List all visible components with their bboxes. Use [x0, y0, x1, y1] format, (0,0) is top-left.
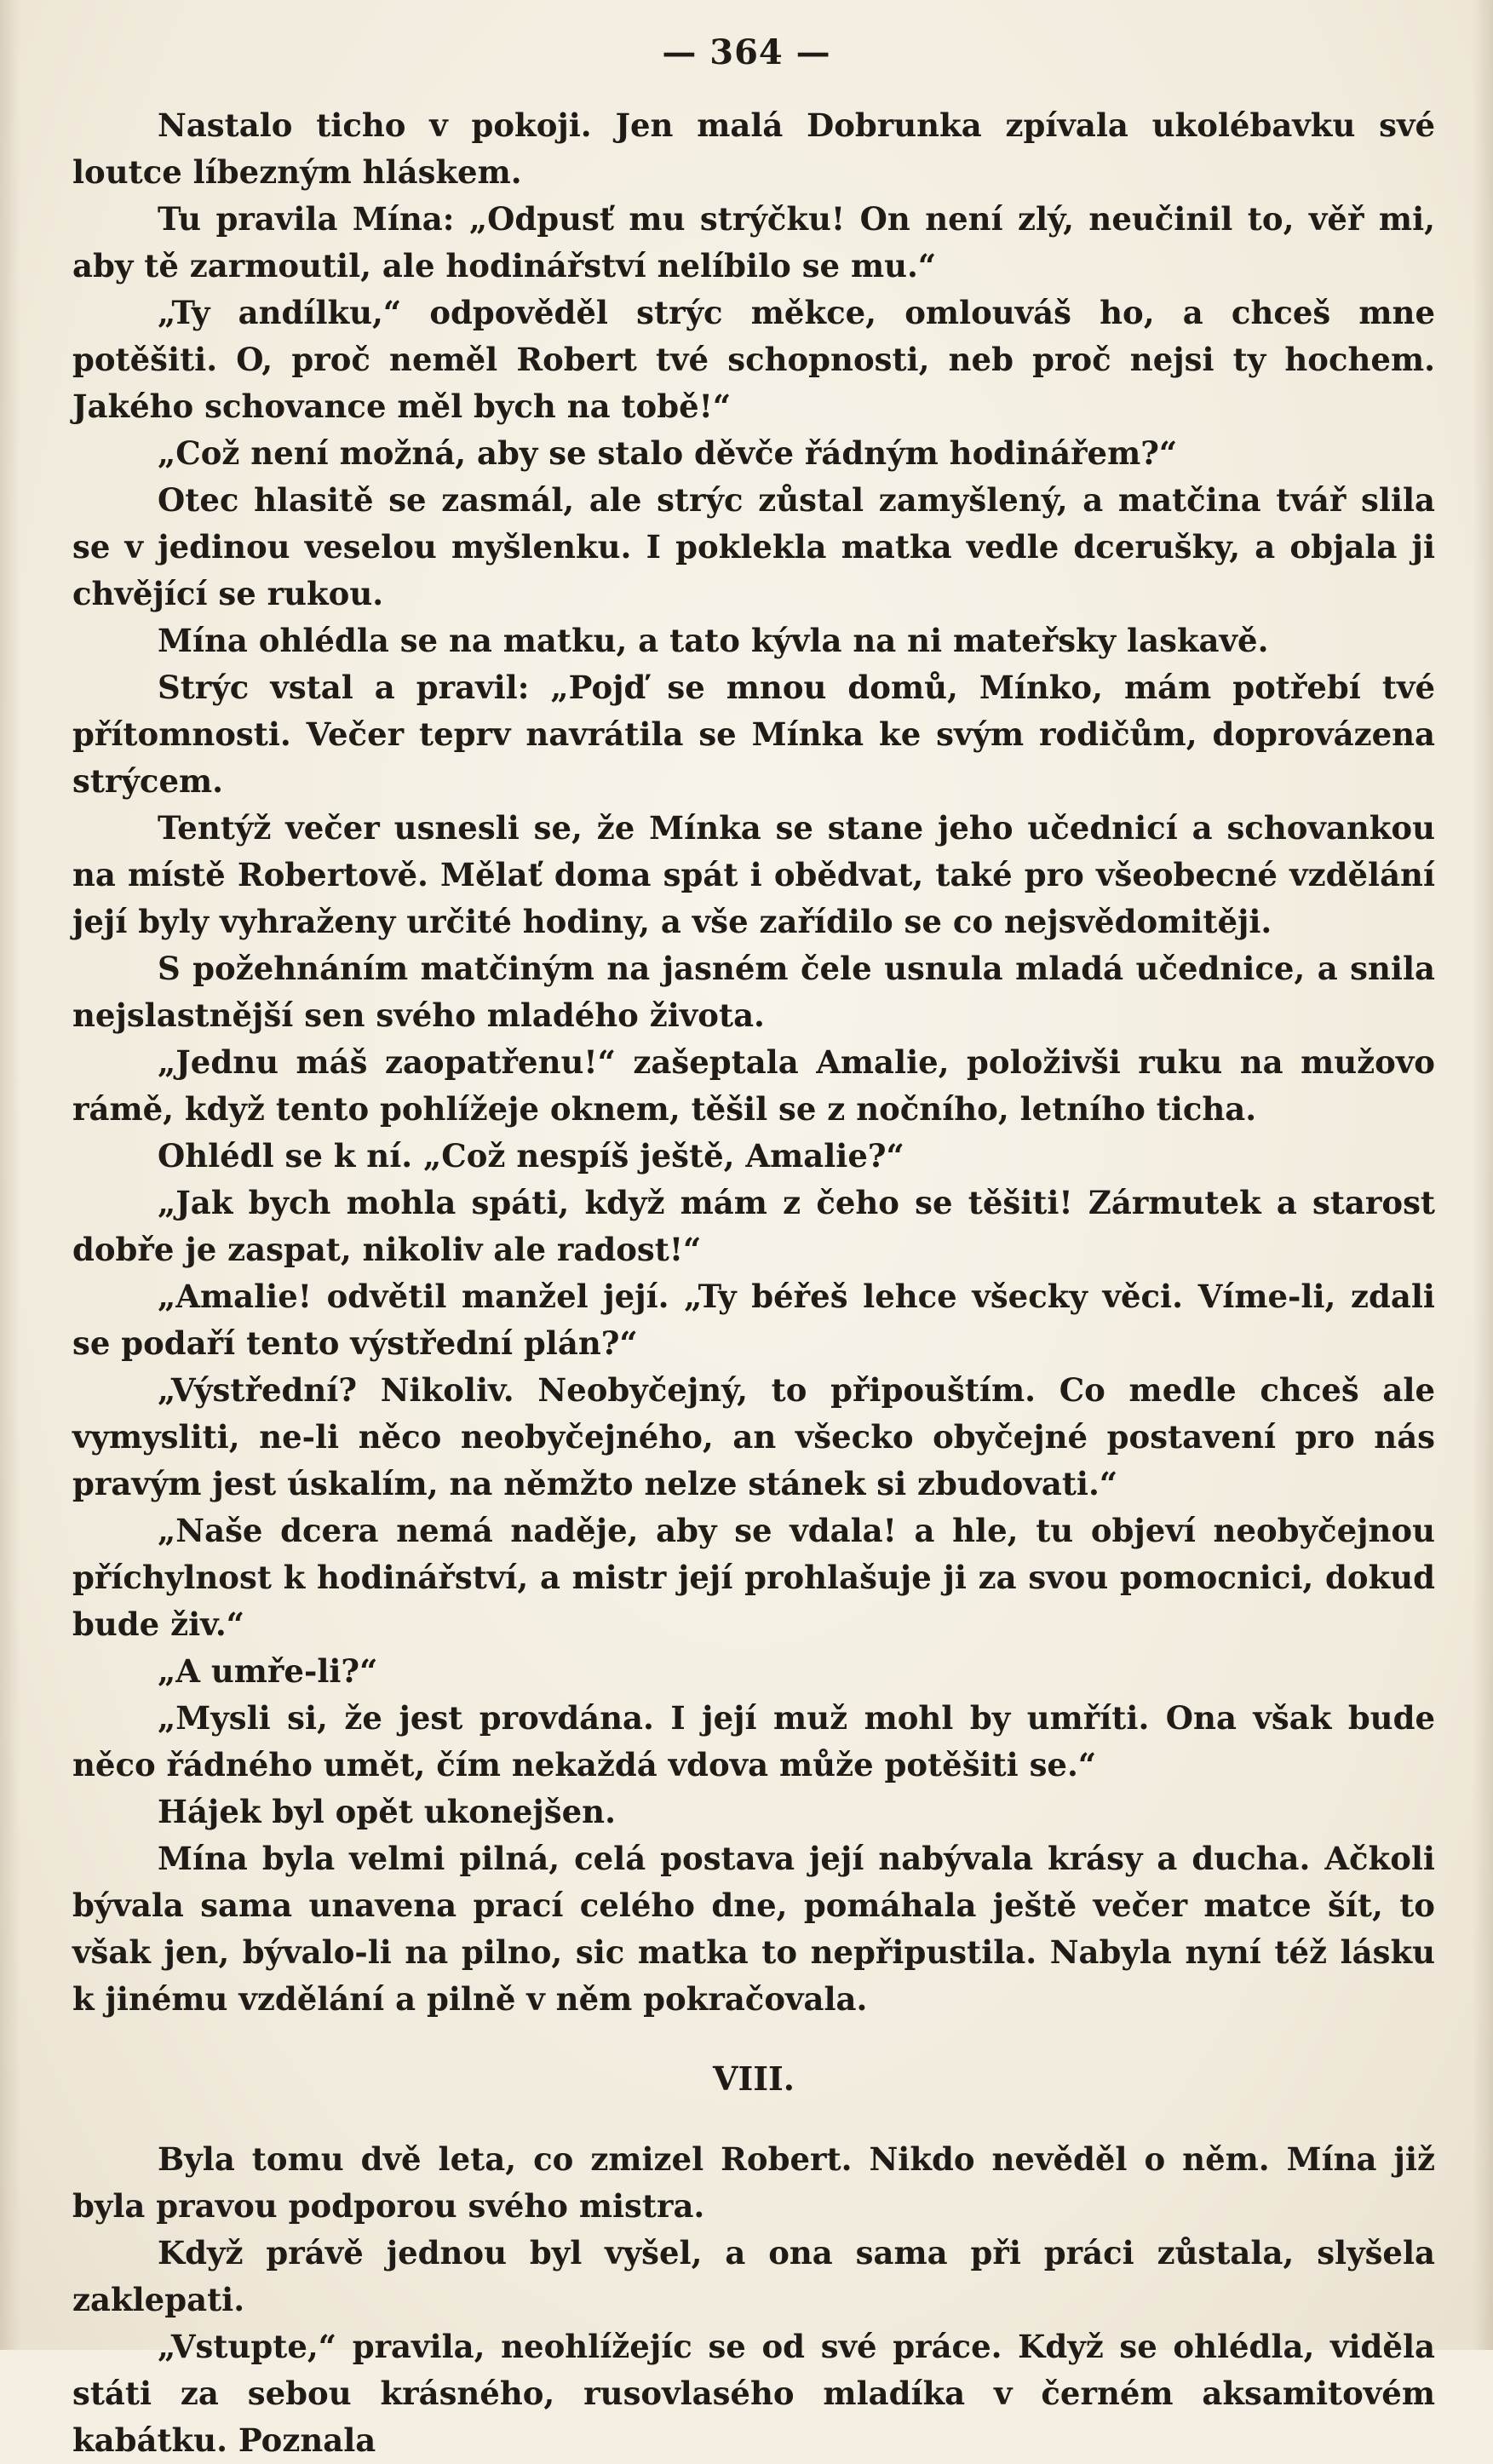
paragraph: S požehnáním matčiným na jasném čele usnula mladá učednice, a snila nejslastnější sen svého mladého života.	[72, 950, 1435, 1034]
paragraph: „Mysli si, že jest provdána. I její muž mohl by umříti. Ona však bude něco řádného umět, čím nekaždá vdova může potěšiti se.“	[72, 1699, 1435, 1783]
chapter-heading: VIII.	[712, 2059, 795, 2098]
page-edge-shadow-left	[0, 0, 20, 2350]
paragraph: „Naše dcera nemá naděje, aby se vdala! a hle, tu objeví neobyčejnou příchylnost k hodinářství, a mistr její prohlašuje ji za svou pomocnici, dokud bude živ.“	[72, 1512, 1435, 1643]
paragraph: „Amalie! odvětil manžel její. „Ty béřeš lehce všecky věci. Víme-li, zdali se podaří tento výstřední plán?“	[72, 1278, 1435, 1362]
paragraph: „Vstupte,“ pravila, neohlížejíc se od své práce. Když se ohlédla, viděla státi za sebou krásného, rusovlasého mladíka v černém aksamitovém kabátku. Poznala	[72, 2328, 1435, 2459]
paragraph: „A umře-li?“	[158, 1652, 378, 1690]
paragraph: Byla tomu dvě leta, co zmizel Robert. Nikdo nevěděl o něm. Mína již byla pravou podporou svého mistra.	[72, 2140, 1435, 2225]
paragraph: Mína byla velmi pilná, celá postava její nabývala krásy a ducha. Ačkoli bývala sama unavena prací celého dne, pomáhala ještě večer matce šít, to však jen, bývalo-li na pilno, sic matka to nepřipustila. Nabyla nyní též lásku k jinému vzdělání a pilně v něm pokračovala.	[72, 1840, 1435, 2018]
page-number: — 364 —	[662, 32, 831, 72]
paragraph: „Výstřední? Nikoliv. Neobyčejný, to připouštím. Co medle chceš ale vymysliti, ne-li něco neobyčejného, an všecko obyčejné postavení pro nás pravým jest úskalím, na němžto nelze stánek si zbudovati.“	[72, 1371, 1435, 1502]
paragraph: Ohlédl se k ní. „Což nespíš ještě, Amalie?“	[158, 1137, 904, 1175]
paragraph: „Ty andílku,“ odpověděl strýc měkce, omlouváš ho, a chceš mne potěšiti. O, proč neměl Robert tvé schopnosti, neb proč nejsi ty hochem. Jakého schovance měl bych na tobě!“	[72, 294, 1435, 425]
paragraph: „Jak bych mohla spáti, když mám z čeho se těšiti! Zármutek a starost dobře je zaspat, nikoliv ale radost!“	[72, 1184, 1435, 1268]
paragraph: Tentýž večer usnesli se, že Mínka se stane jeho učednicí a schovankou na místě Robertově. Mělať doma spát i obědvat, také pro všeobecné vzdělání její byly vyhraženy určité hodiny, a vše zařídilo se co nejsvědomitěji.	[72, 809, 1435, 940]
page-edge-shadow-right	[1473, 0, 1493, 2350]
paragraph: Mína ohlédla se na matku, a tato kývla na ni mateřsky laskavě.	[158, 622, 1269, 659]
paragraph: Když právě jednou byl vyšel, a ona sama při práci zůstala, slyšela zaklepati.	[72, 2234, 1435, 2318]
body-text	[72, 102, 1435, 2464]
paragraph: Hájek byl opět ukonejšen.	[158, 1793, 616, 1830]
paragraph: Strýc vstal a pravil: „Pojď se mnou domů, Mínko, mám potřebí tvé přítomnosti. Večer teprv navrátila se Mínka ke svým rodičům, doprovázena strýcem.	[72, 669, 1435, 800]
paragraph: „Což není možná, aby se stalo děvče řádným hodinářem?“	[158, 434, 1178, 472]
paragraph: Tu pravila Mína: „Odpusť mu strýčku! On není zlý, neučinil to, věř mi, aby tě zarmoutil, ale hodinářství nelíbilo se mu.“	[72, 200, 1435, 284]
paragraph: Otec hlasitě se zasmál, ale strýc zůstal zamyšlený, a matčina tvář slila se v jedinou veselou myšlenku. I poklekla matka vedle dcerušky, a objala ji chvějící se rukou.	[72, 481, 1435, 612]
paragraph: Nastalo ticho v pokoji. Jen malá Dobrunka zpívala ukolébavku své loutce líbezným hláskem.	[72, 106, 1435, 191]
paragraph: „Jednu máš zaopatřenu!“ zašeptala Amalie, položivši ruku na mužovo rámě, když tento pohlížeje oknem, těšil se z nočního, letního ticha.	[72, 1043, 1435, 1128]
